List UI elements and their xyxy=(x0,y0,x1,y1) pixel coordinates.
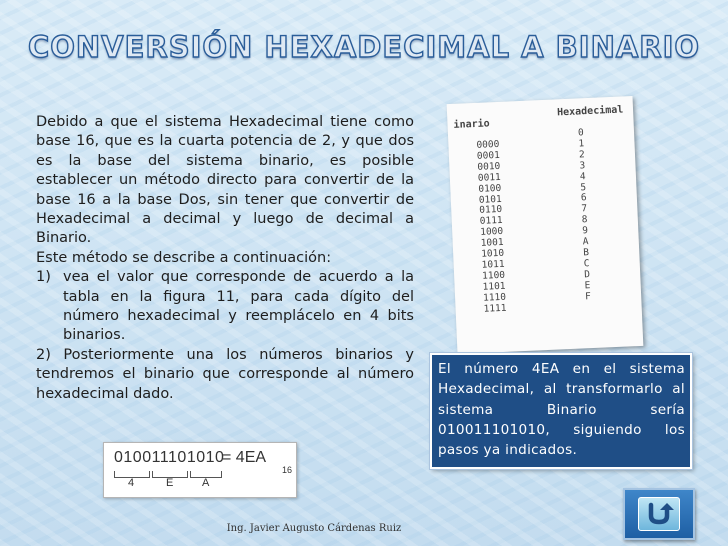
table-cell-hex: 2 xyxy=(578,149,585,161)
table-cell-hex: 6 xyxy=(580,192,587,204)
hex-column xyxy=(578,128,591,303)
step-2-text: 2) Posteriormente una los números binarios y tendremos el binario que corresponde al número hexadecimal dado. xyxy=(36,346,414,402)
table-cell-bin: 0100 xyxy=(478,182,502,195)
table-header-binary: inario xyxy=(453,118,490,131)
binary-column xyxy=(476,140,506,315)
author-footer: Ing. Javier Augusto Cárdenas Ruiz xyxy=(226,523,402,534)
table-cell-hex: A xyxy=(582,236,589,248)
group-label: A xyxy=(202,477,210,489)
table-cell-bin: 1110 xyxy=(482,291,507,304)
hex-binary-table-figure xyxy=(447,96,644,354)
table-cell-bin: 1001 xyxy=(480,236,504,249)
table-cell-hex: C xyxy=(583,257,590,270)
table-cell-bin: 1100 xyxy=(481,269,506,282)
table-cell-bin: 1111 xyxy=(483,302,507,315)
table-cell-hex: 8 xyxy=(581,214,588,226)
group-label: 4 xyxy=(128,477,135,489)
step-1-text: vea el valor que corresponde de acuerdo a la tabla en la figura 11, para cada dígito del número hexadecimal y reemplácelo en 4 bits binarios. xyxy=(63,269,414,344)
table-cell-bin: 1101 xyxy=(482,280,506,293)
formula-base: 16 xyxy=(282,465,293,475)
table-cell-hex: B xyxy=(583,247,590,259)
intro-paragraph: Debido a que el sistema Hexadecimal tiene como base 16, que es la cuarta potencia de 2, y que dos es la base del sistema binario, es posible establecer un método directo para convertir de la base 16 a la base Dos, sin tener que convertir de Hexadecimal a decimal y luego de decimal a Binario. xyxy=(36,114,414,247)
table-cell-bin: 0000 xyxy=(476,138,500,151)
result-callout xyxy=(430,353,692,469)
table-cell-hex: 9 xyxy=(582,225,589,237)
table-cell-hex: 1 xyxy=(578,138,585,150)
table-cell-bin: 0001 xyxy=(476,149,501,162)
table-cell-bin: 0111 xyxy=(479,215,503,228)
table-cell-bin: 1010 xyxy=(480,247,505,260)
method-intro: Este método se describe a continuación: xyxy=(36,249,332,266)
conversion-formula-figure xyxy=(103,442,297,498)
formula-result: = 4EA xyxy=(222,449,267,466)
step-1 xyxy=(36,268,414,346)
result-text: El número 4EA en el sistema Hexadecimal, al transformarlo al sistema Binario sería 010011101010, siguiendo los pasos ya indicados. xyxy=(438,361,685,459)
table-cell-bin: 0101 xyxy=(478,193,502,206)
table-cell-bin: 0010 xyxy=(477,160,501,173)
table-cell-hex: 3 xyxy=(579,159,586,172)
table-cell-hex: E xyxy=(584,279,591,292)
table-cell-hex: 5 xyxy=(580,181,587,193)
return-arrow-icon xyxy=(638,497,680,531)
table-cell-bin: 0110 xyxy=(479,204,503,217)
table-cell-hex: D xyxy=(583,268,591,281)
slide-title: CONVERSIÓN HEXADECIMAL A BINARIO xyxy=(27,30,701,64)
table-cell-bin: 1000 xyxy=(480,226,504,239)
explanation-text xyxy=(36,113,414,404)
table-cell-bin: 1011 xyxy=(481,258,505,271)
table-cell-hex: F xyxy=(584,290,592,302)
step-1-number: 1) xyxy=(36,269,51,286)
group-label: E xyxy=(166,477,174,489)
table-cell-bin: 0011 xyxy=(477,171,501,184)
return-button[interactable] xyxy=(623,488,695,540)
table-header-hex: Hexadecimal xyxy=(556,104,624,119)
table-cell-hex: 0 xyxy=(577,127,584,139)
formula-bits: 010011101010 xyxy=(114,449,225,466)
table-cell-hex: 4 xyxy=(579,170,586,183)
table-cell-hex: 7 xyxy=(581,203,588,215)
